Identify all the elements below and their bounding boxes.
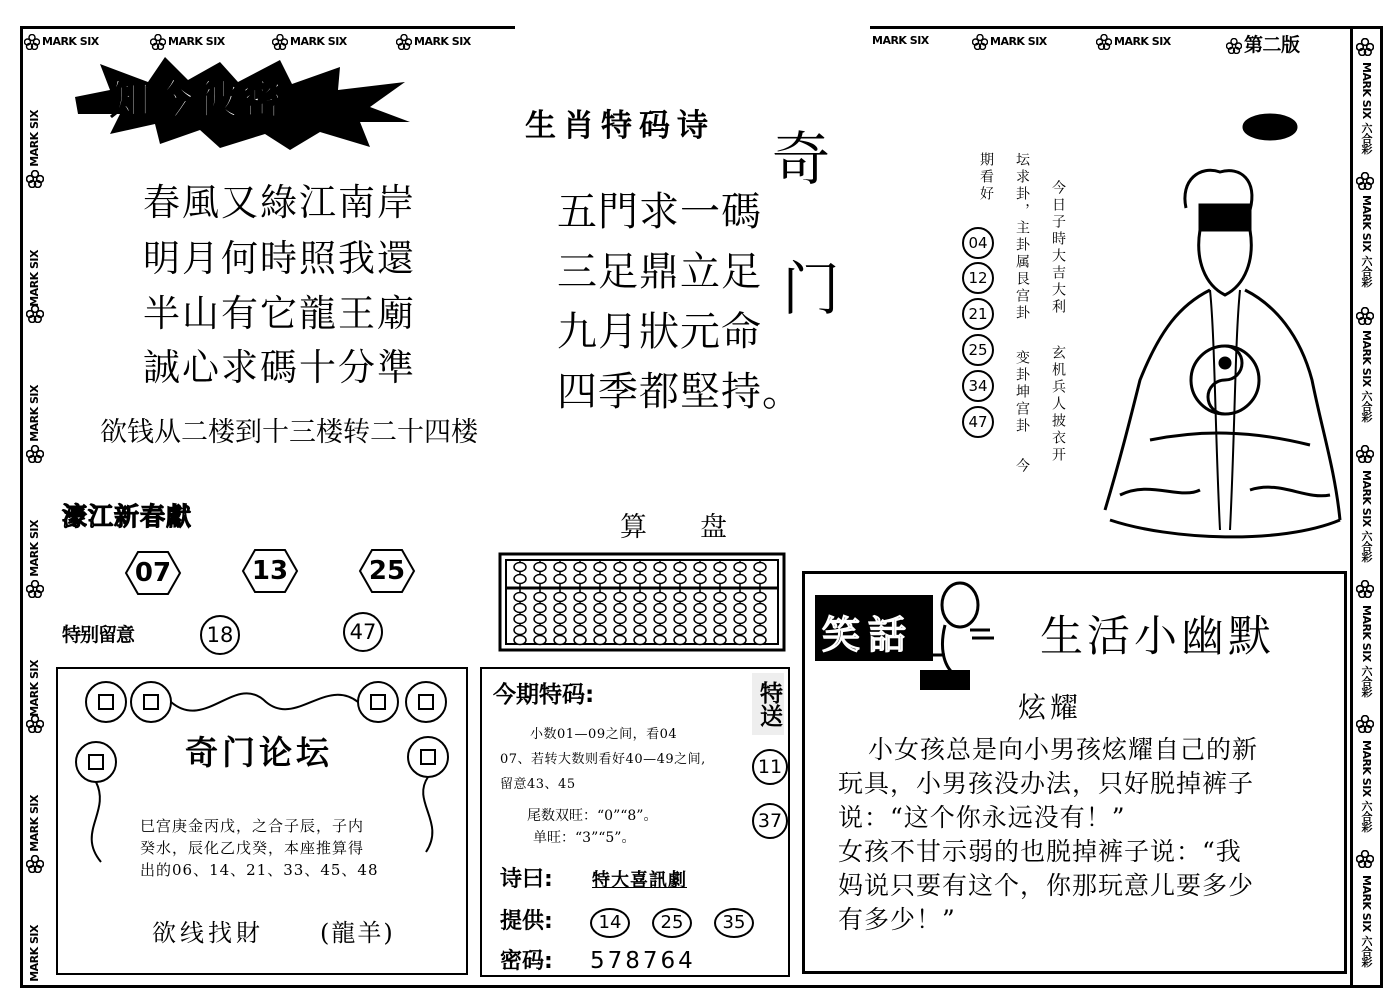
- poem-label: 诗曰:: [500, 867, 553, 892]
- special-label: 特别留意: [62, 624, 135, 646]
- abacus-bead: [714, 604, 726, 613]
- abacus-bead: [594, 615, 606, 624]
- provide-number: 35: [714, 908, 754, 938]
- abacus-bead: [594, 593, 606, 602]
- flower-icon: [972, 34, 988, 50]
- abacus-image: [498, 552, 786, 652]
- abacus-bead: [694, 593, 706, 602]
- abacus-bead: [574, 563, 586, 572]
- abacus-bead: [574, 575, 586, 584]
- abacus-bead: [534, 593, 546, 602]
- forum-title: 奇门论坛: [185, 733, 333, 772]
- abacus-bead: [654, 626, 666, 635]
- right-number: 25: [962, 334, 994, 366]
- poem-line: 半山有它龍王廟: [143, 292, 416, 335]
- marksix-vertical-label: MARK SIX 六合彩: [1360, 875, 1373, 967]
- abacus-bead: [694, 604, 706, 613]
- abacus-bead: [534, 615, 546, 624]
- abacus-bead: [754, 604, 766, 613]
- spring-title: 濠江新春獻: [62, 502, 193, 531]
- forum-text-line: 巳宫庚金丙戊，之合子辰，子内: [140, 817, 365, 835]
- abacus-bead: [614, 615, 626, 624]
- flower-icon: [1356, 445, 1374, 463]
- abacus-bead: [574, 604, 586, 613]
- abacus-bead: [654, 563, 666, 572]
- abacus-bead: [514, 593, 526, 602]
- special-number: 47: [343, 612, 383, 652]
- cartoon-figure: [900, 575, 1000, 695]
- abacus-bead: [554, 604, 566, 613]
- provide-label: 提供:: [500, 909, 553, 934]
- marksix-vertical-label: MARK SIX: [28, 660, 41, 717]
- marksix-vertical-label: MARK SIX: [28, 520, 41, 577]
- flower-icon: [1356, 307, 1374, 325]
- abacus-bead: [654, 575, 666, 584]
- edition-label: 第二版: [1226, 30, 1300, 57]
- marksix-vertical-label: MARK SIX 六合彩: [1360, 740, 1373, 832]
- abacus-bead: [634, 593, 646, 602]
- gift-number: 37: [752, 803, 788, 839]
- abacus-bead: [634, 575, 646, 584]
- poem-line: 三足鼎立足: [557, 249, 762, 295]
- abacus-bead: [674, 604, 686, 613]
- abacus-bead: [594, 563, 606, 572]
- abacus-bead: [754, 636, 766, 645]
- qimen-char: 门: [782, 255, 841, 323]
- humor-badge: 笑話: [822, 612, 915, 657]
- abacus-bead: [594, 626, 606, 635]
- right-number: 47: [962, 406, 994, 438]
- abacus-bead: [554, 615, 566, 624]
- flower-icon: [396, 34, 412, 50]
- marksix-vertical-label: MARK SIX: [28, 385, 41, 442]
- marksix-vertical-label: MARK SIX: [28, 925, 41, 982]
- abacus-bead: [734, 593, 746, 602]
- abacus-bead: [714, 636, 726, 645]
- forum-text: [140, 815, 379, 881]
- marksix-vertical-label: MARK SIX 六合彩: [1360, 62, 1373, 154]
- forum-text-line: 出的06、14、21、33、45、48: [140, 861, 379, 879]
- spring-number: 07: [124, 550, 182, 596]
- abacus-bead: [634, 626, 646, 635]
- marksix-vertical-label: MARK SIX: [28, 795, 41, 852]
- tail-line: 单旺：“3”“5”。: [533, 830, 636, 846]
- poem-line: 明月何時照我還: [143, 237, 416, 280]
- poem-line: 四季都堅持。: [557, 369, 803, 415]
- abacus-bead: [534, 636, 546, 645]
- abacus-bead: [674, 615, 686, 624]
- flower-icon: [1356, 172, 1374, 190]
- right-number: 12: [962, 262, 994, 294]
- marksix-logo: MARK SIX: [1096, 34, 1171, 50]
- marksix-logo: MARK SIX: [24, 34, 99, 50]
- humor-line: 玩具，小男孩没办法，只好脱掉裤子: [838, 769, 1255, 798]
- abacus-bead: [654, 593, 666, 602]
- right-col-text: 玄机兵人披衣开: [1050, 345, 1066, 464]
- marksix-logo: MARK SIX: [396, 34, 471, 50]
- abacus-bead: [734, 604, 746, 613]
- right-number: 34: [962, 370, 994, 402]
- abacus-bead: [714, 593, 726, 602]
- flower-icon: [1356, 38, 1374, 56]
- flower-icon: [26, 715, 44, 733]
- marksix-logo: MARK SIX: [972, 34, 1047, 50]
- abacus-bead: [614, 604, 626, 613]
- right-col-text: 今: [1014, 458, 1030, 472]
- provide-number: 25: [652, 908, 692, 938]
- flower-icon: [272, 34, 288, 50]
- flower-icon: [1356, 850, 1374, 868]
- abacus-bead: [734, 626, 746, 635]
- abacus-bead: [514, 626, 526, 635]
- flower-icon: [1356, 580, 1374, 598]
- abacus-bead: [594, 604, 606, 613]
- abacus-bead: [694, 575, 706, 584]
- sage-illustration: [1050, 100, 1350, 550]
- humor-subtitle: 炫耀: [1018, 691, 1083, 724]
- abacus-label: 算: [620, 512, 647, 543]
- flower-icon: [1226, 38, 1242, 54]
- abacus-bead: [574, 615, 586, 624]
- flower-icon: [26, 170, 44, 188]
- abacus-bead: [734, 615, 746, 624]
- right-col-text: 坛求卦，主卦属艮宫卦: [1014, 152, 1030, 322]
- abacus-bead: [534, 575, 546, 584]
- abacus-bead: [614, 593, 626, 602]
- poem-line: 五門求一碼: [557, 189, 762, 235]
- gift-label: 特送: [752, 673, 784, 735]
- provide-number: 14: [590, 908, 630, 938]
- flower-icon: [26, 580, 44, 598]
- abacus-bead: [694, 626, 706, 635]
- abacus-bead: [674, 593, 686, 602]
- abacus-bead: [754, 615, 766, 624]
- abacus-bead: [594, 575, 606, 584]
- abacus-bead: [514, 604, 526, 613]
- abacus-bead: [754, 563, 766, 572]
- marksix-vertical-label: MARK SIX: [28, 110, 41, 167]
- marksix-vertical-label: MARK SIX: [28, 250, 41, 307]
- abacus-label: 盘: [700, 512, 727, 543]
- marksix-logo: MARK SIX: [150, 34, 225, 50]
- abacus-bead: [614, 636, 626, 645]
- vertical-note: 欲钱从二楼到十三楼转二十四楼: [100, 417, 478, 448]
- abacus-bead: [734, 636, 746, 645]
- flower-icon: [24, 34, 40, 50]
- abacus-bead: [654, 615, 666, 624]
- right-col-text: 变卦坤宫卦: [1014, 350, 1030, 435]
- humor-title: 生活小幽默: [1040, 612, 1275, 662]
- poem-line: 春風又綠江南岸: [143, 181, 416, 224]
- right-number: 21: [962, 298, 994, 330]
- humor-line: 小女孩总是向小男孩炫耀自己的新: [868, 735, 1259, 764]
- abacus-bead: [514, 563, 526, 572]
- special-code-line: 小数01—09之间，看04: [530, 727, 678, 742]
- abacus-bead: [554, 636, 566, 645]
- marksix-vertical-label: MARK SIX 六合彩: [1360, 470, 1373, 562]
- special-code-line: 07、若转大数则看好40—49之间,: [500, 752, 706, 767]
- code-label: 密码:: [500, 949, 553, 974]
- abacus-bead: [754, 626, 766, 635]
- forum-text-line: 癸水，辰化乙戊癸，本座推算得: [140, 839, 365, 857]
- abacus-bead: [714, 563, 726, 572]
- abacus-bead: [614, 626, 626, 635]
- abacus-bead: [554, 575, 566, 584]
- abacus-bead: [694, 636, 706, 645]
- abacus-bead: [514, 615, 526, 624]
- abacus-bead: [634, 615, 646, 624]
- marksix-vertical-label: MARK SIX 六合彩: [1360, 605, 1373, 697]
- abacus-bead: [534, 604, 546, 613]
- abacus-bead: [694, 615, 706, 624]
- flower-icon: [26, 305, 44, 323]
- forum-footer-left: 欲线找財: [152, 919, 264, 947]
- marksix-logo: MARK SIX: [872, 34, 929, 47]
- right-number: 04: [962, 227, 994, 259]
- abacus-bead: [574, 626, 586, 635]
- special-code-line: 留意43、45: [500, 777, 576, 792]
- abacus-bead: [754, 575, 766, 584]
- abacus-bead: [754, 593, 766, 602]
- humor-line: 妈说只要有这个，你那玩意儿要多少: [838, 871, 1255, 900]
- flower-icon: [1356, 715, 1374, 733]
- flower-icon: [1096, 34, 1112, 50]
- zodiac-title: 生肖特码诗: [525, 108, 715, 144]
- abacus-bead: [514, 575, 526, 584]
- abacus-bead: [554, 593, 566, 602]
- marksix-vertical-label: MARK SIX 六合彩: [1360, 195, 1373, 287]
- special-code-text: [500, 722, 706, 797]
- abacus-bead: [634, 604, 646, 613]
- qimen-char: 奇: [772, 125, 831, 193]
- abacus-bead: [634, 636, 646, 645]
- spring-number: 13: [241, 548, 299, 594]
- abacus-bead: [534, 626, 546, 635]
- marksix-vertical-label: MARK SIX 六合彩: [1360, 330, 1373, 422]
- marksix-logo: MARK SIX: [272, 34, 347, 50]
- humor-line: 有多少！”: [838, 905, 956, 934]
- forum-footer-right: (龍羊): [320, 919, 395, 947]
- special-code-title: 今期特码:: [493, 682, 595, 708]
- flower-icon: [26, 445, 44, 463]
- flower-icon: [26, 855, 44, 873]
- humor-line: 说：“这个你永远没有！”: [838, 803, 1126, 832]
- special-number: 18: [200, 615, 240, 655]
- abacus-bead: [514, 636, 526, 645]
- poem-line: 九月狀元命: [557, 309, 762, 355]
- abacus-bead: [574, 593, 586, 602]
- abacus-bead: [674, 626, 686, 635]
- abacus-bead: [714, 626, 726, 635]
- abacus-bead: [694, 563, 706, 572]
- abacus-bead: [634, 563, 646, 572]
- abacus-bead: [554, 626, 566, 635]
- abacus-bead: [714, 615, 726, 624]
- frame-gap: [515, 20, 870, 32]
- abacus-bead: [614, 575, 626, 584]
- abacus-bead: [734, 563, 746, 572]
- code-value: 578764: [590, 948, 696, 974]
- abacus-bead: [674, 575, 686, 584]
- abacus-bead: [614, 563, 626, 572]
- abacus-bead: [674, 636, 686, 645]
- abacus-bead: [534, 563, 546, 572]
- poem-line: 誠心求碼十分準: [143, 346, 416, 389]
- poem-text: 特大喜訊劇: [592, 870, 687, 891]
- gift-number: 11: [752, 749, 788, 785]
- burst-title: 知今彼密: [110, 76, 286, 123]
- abacus-bead: [654, 604, 666, 613]
- abacus-bead: [714, 575, 726, 584]
- tail-line: 尾数双旺：“0”“8”。: [527, 808, 658, 824]
- humor-line: 女孩不甘示弱的也脱掉裤子说：“我: [838, 837, 1242, 866]
- abacus-bead: [594, 636, 606, 645]
- humor-text: [838, 733, 1258, 937]
- right-col-text: 今日子時大吉大利: [1050, 180, 1066, 316]
- flower-icon: [150, 34, 166, 50]
- spring-number: 25: [358, 548, 416, 594]
- abacus-bead: [734, 575, 746, 584]
- abacus-bead: [674, 563, 686, 572]
- abacus-bead: [554, 563, 566, 572]
- abacus-bead: [574, 636, 586, 645]
- right-col-text: 期看好: [978, 152, 994, 203]
- abacus-bead: [654, 636, 666, 645]
